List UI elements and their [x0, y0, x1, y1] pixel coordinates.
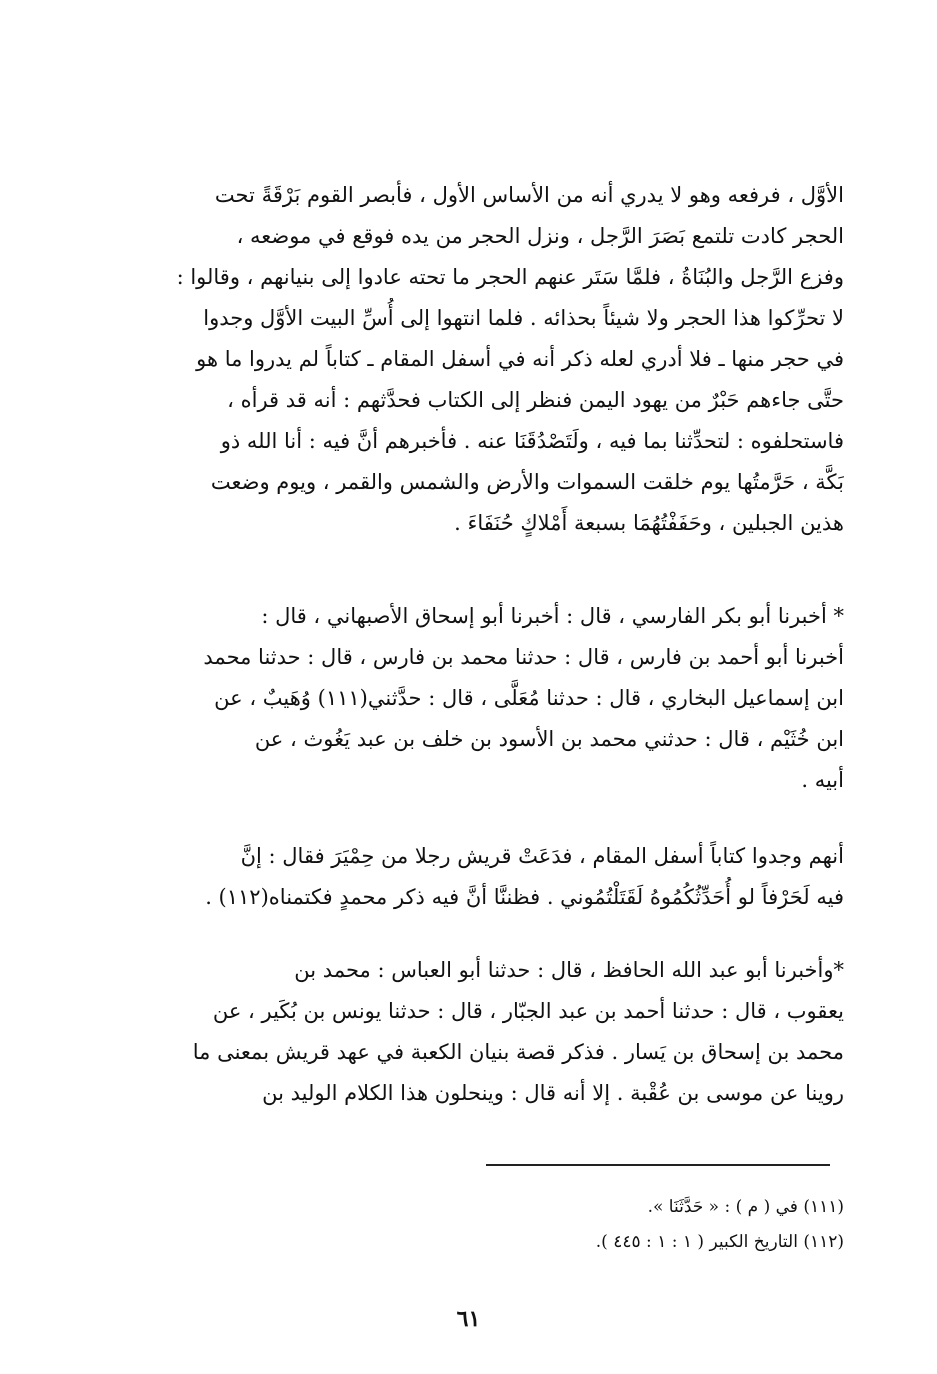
paragraph-3 — [118, 836, 844, 918]
footnote-separator — [486, 1164, 830, 1166]
text-line: * أخبرنا أبو بكر الفارسي ، قال : أخبرنا أبو إسحاق الأصبهاني ، قال : — [261, 604, 844, 628]
text-line: فيه لَحَرْفاً لو أُحَدِّثُكُمُوهُ لَقَتَلْتُمُوني . فظننَّا أنَّ فيه ذكر محمدٍ فكتمناه(١١٢) . — [205, 885, 844, 909]
text-line: يعقوب ، قال : حدثنا أحمد بن عبد الجبّار ، قال : حدثنا يونس بن بُكَير ، عن — [212, 999, 844, 1023]
text-line: لا تحرِّكوا هذا الحجر ولا شيئاً بحذائه . فلما انتهوا إلى أُسِّ البيت الأوَّل وجدوا — [203, 306, 844, 330]
text-line: الأوَّل ، فرفعه وهو لا يدري أنه من الأساس الأول ، فأبصر القوم بَرْقَةً تحت — [214, 183, 844, 207]
footnote: (١١٢) التاريخ الكبير ( ١ : ١ : ٤٤٥ ). — [595, 1232, 844, 1252]
text-line: ابن خُثَيْم ، قال : حدثني محمد بن الأسود بن خلف بن عبد يَغُوث ، عن — [254, 727, 844, 751]
text-line: الحجر كادت تلتمع بَصَرَ الرَّجل ، ونزل الحجر من يده فوقع في موضعه ، — [236, 224, 844, 248]
paragraph-2 — [118, 596, 844, 801]
text-line: *وأخبرنا أبو عبد الله الحافظ ، قال : حدثنا أبو العباس : محمد بن — [294, 958, 844, 982]
footnotes — [118, 1190, 844, 1260]
text-line: أبيه . — [801, 768, 844, 792]
text-line: روينا عن موسى بن عُقْبة . إلا أنه قال : وينحلون هذا الكلام الوليد بن — [262, 1081, 844, 1105]
paragraph-1 — [118, 175, 844, 544]
text-line: هذين الجبلين ، وحَفَفْتُهُمَا بسبعة أَمْلاكٍ حُنَفَاءَ . — [454, 511, 844, 535]
page-number: ٦١ — [456, 1306, 481, 1332]
text-line: أنهم وجدوا كتاباً أسفل المقام ، فدَعَتْ قريش رجلا من حِمْيَرَ فقال : إنَّ — [240, 844, 844, 868]
text-line: في حجر منها ـ فلا أدري لعله ذكر أنه في أسفل المقام ـ كتاباً لم يدروا ما هو — [196, 347, 844, 371]
text-line: فاستحلفوه : لتحدِّثنا بما فيه ، ولَتَصْدُقَنَا عنه . فأخبرهم أنَّ فيه : أنا الله ذو — [220, 429, 844, 453]
text-line: أخبرنا أبو أحمد بن فارس ، قال : حدثنا محمد بن فارس ، قال : حدثنا محمد — [203, 645, 844, 669]
text-line: بَكَّة ، حَرَّمتُها يوم خلقت السموات والأرض والشمس والقمر ، ويوم وضعت — [210, 470, 844, 494]
footnote: (١١١) في ( م ) : « حَدَّثَنَا ». — [647, 1197, 844, 1217]
paragraph-4 — [118, 950, 844, 1114]
text-line: وفزع الرَّجل والبُنَاةُ ، فلمَّا سَتَر عنهم الحجر ما تحته عادوا إلى بنيانهم ، وقالوا : — [176, 265, 844, 289]
text-line: ابن إسماعيل البخاري ، قال : حدثنا مُعَلَّى ، قال : حدَّثني(١١١) وُهَيبٌ ، عن — [214, 686, 844, 710]
text-line: حتَّى جاءهم حَبْرٌ من يهود اليمن فنظر إلى الكتاب فحدَّثهم : أنه قد قرأه ، — [227, 388, 844, 412]
text-line: محمد بن إسحاق بن يَسار . فذكر قصة بنيان الكعبة في عهد قريش بمعنى ما — [192, 1040, 844, 1064]
